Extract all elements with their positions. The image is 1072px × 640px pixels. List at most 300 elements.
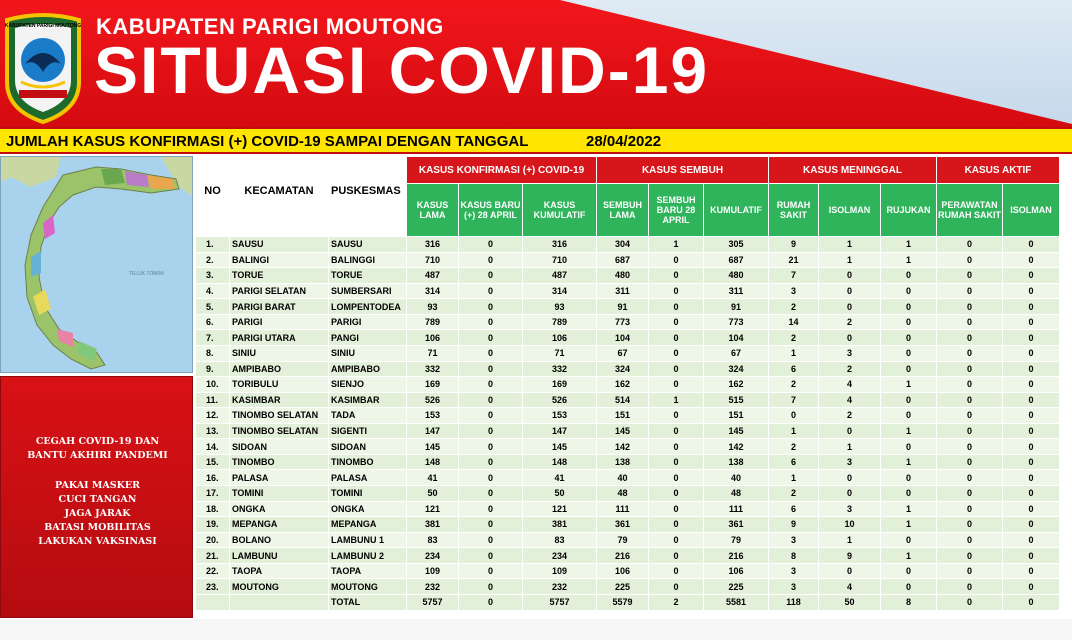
rumah-sakit-cell: 3 [769, 532, 819, 548]
sembuh-baru-cell: 0 [649, 517, 704, 533]
kecamatan-cell: PARIGI [230, 314, 329, 330]
puskesmas-cell: SUMBERSARI [329, 283, 407, 299]
sembuh-baru-cell: 0 [649, 579, 704, 595]
perawatan-cell: 0 [937, 486, 1003, 502]
kecamatan-cell: AMPIBABO [230, 361, 329, 377]
perawatan-cell: 0 [937, 330, 1003, 346]
table-row [196, 377, 1060, 393]
table-row [196, 563, 1060, 579]
kasus-lama-cell: 381 [407, 517, 459, 533]
isolman-cell: 4 [819, 579, 881, 595]
table-row [196, 470, 1060, 486]
rujukan-cell: 0 [881, 268, 937, 284]
puskesmas-cell: TOTAL [329, 594, 407, 610]
sembuh-baru-cell: 0 [649, 345, 704, 361]
map-illustration-icon [1, 157, 193, 373]
kasus-kumulatif-cell: 232 [523, 579, 597, 595]
kasus-baru-cell: 0 [459, 299, 523, 315]
group-header-sembuh: KASUS SEMBUH [597, 157, 769, 184]
isolman-cell: 3 [819, 345, 881, 361]
kasus-lama-cell: 487 [407, 268, 459, 284]
row-number: 6. [196, 314, 230, 330]
row-number: 8. [196, 345, 230, 361]
kasus-kumulatif-cell: 106 [523, 330, 597, 346]
rujukan-cell: 1 [881, 237, 937, 253]
aktif-isolman-cell: 0 [1003, 579, 1060, 595]
perawatan-cell: 0 [937, 454, 1003, 470]
aktif-isolman-cell: 0 [1003, 299, 1060, 315]
subheader-isolman: ISOLMAN [819, 184, 881, 237]
promo-line: JAGA JARAK [64, 508, 131, 519]
isolman-cell: 10 [819, 517, 881, 533]
table-row [196, 283, 1060, 299]
rujukan-cell: 0 [881, 439, 937, 455]
puskesmas-cell: SIDOAN [329, 439, 407, 455]
rumah-sakit-cell: 1 [769, 470, 819, 486]
perawatan-cell: 0 [937, 377, 1003, 393]
kasus-kumulatif-cell: 153 [523, 408, 597, 424]
aktif-isolman-cell: 0 [1003, 361, 1060, 377]
kasus-kumulatif-cell: 789 [523, 314, 597, 330]
rujukan-cell: 1 [881, 548, 937, 564]
subheader-kasus-baru: KASUS BARU (+) 28 APRIL [459, 184, 523, 237]
aktif-isolman-cell: 0 [1003, 548, 1060, 564]
rujukan-cell: 0 [881, 579, 937, 595]
rujukan-cell: 0 [881, 299, 937, 315]
sembuh-lama-cell: 216 [597, 548, 649, 564]
rujukan-cell: 1 [881, 517, 937, 533]
puskesmas-cell: TAOPA [329, 563, 407, 579]
perawatan-cell: 0 [937, 548, 1003, 564]
perawatan-cell: 0 [937, 252, 1003, 268]
row-number: 19. [196, 517, 230, 533]
perawatan-cell: 0 [937, 237, 1003, 253]
column-header-puskesmas: PUSKESMAS [329, 157, 407, 237]
rujukan-cell: 1 [881, 252, 937, 268]
subheader-kasus-lama: KASUS LAMA [407, 184, 459, 237]
subheader-kasus-kumulatif: KASUS KUMULATIF [523, 184, 597, 237]
kasus-lama-cell: 50 [407, 486, 459, 502]
aktif-isolman-cell: 0 [1003, 486, 1060, 502]
table-row [196, 532, 1060, 548]
sembuh-kumulatif-cell: 687 [704, 252, 769, 268]
rumah-sakit-cell: 3 [769, 563, 819, 579]
kecamatan-cell: TINOMBO SELATAN [230, 408, 329, 424]
kasus-kumulatif-cell: 381 [523, 517, 597, 533]
promo-line: LAKUKAN VAKSINASI [38, 536, 157, 547]
rujukan-cell: 0 [881, 361, 937, 377]
rumah-sakit-cell: 1 [769, 345, 819, 361]
table-row [196, 330, 1060, 346]
rujukan-cell: 0 [881, 532, 937, 548]
sembuh-kumulatif-cell: 773 [704, 314, 769, 330]
kecamatan-cell: TINOMBO SELATAN [230, 423, 329, 439]
kasus-kumulatif-cell: 145 [523, 439, 597, 455]
aktif-isolman-cell: 0 [1003, 563, 1060, 579]
aktif-isolman-cell: 0 [1003, 501, 1060, 517]
puskesmas-cell: LAMBUNU 2 [329, 548, 407, 564]
regency-emblem-icon [3, 12, 83, 124]
sembuh-baru-cell: 0 [649, 423, 704, 439]
isolman-cell: 1 [819, 237, 881, 253]
kecamatan-cell: ONGKA [230, 501, 329, 517]
sembuh-lama-cell: 361 [597, 517, 649, 533]
rujukan-cell: 1 [881, 501, 937, 517]
kecamatan-cell: PARIGI BARAT [230, 299, 329, 315]
isolman-cell: 50 [819, 594, 881, 610]
rumah-sakit-cell: 2 [769, 486, 819, 502]
rujukan-cell: 0 [881, 563, 937, 579]
kasus-kumulatif-cell: 487 [523, 268, 597, 284]
kasus-baru-cell: 0 [459, 501, 523, 517]
kasus-baru-cell: 0 [459, 454, 523, 470]
perawatan-cell: 0 [937, 563, 1003, 579]
row-number: 23. [196, 579, 230, 595]
puskesmas-cell: TOMINI [329, 486, 407, 502]
kasus-baru-cell: 0 [459, 532, 523, 548]
sembuh-baru-cell: 0 [649, 283, 704, 299]
subheader-perawatan: PERAWATAN RUMAH SAKIT [937, 184, 1003, 237]
isolman-cell: 0 [819, 299, 881, 315]
sembuh-kumulatif-cell: 79 [704, 532, 769, 548]
sembuh-kumulatif-cell: 305 [704, 237, 769, 253]
rumah-sakit-cell: 14 [769, 314, 819, 330]
sembuh-baru-cell: 0 [649, 377, 704, 393]
puskesmas-cell: TORUE [329, 268, 407, 284]
rujukan-cell: 0 [881, 283, 937, 299]
sembuh-lama-cell: 145 [597, 423, 649, 439]
svg-text:TELUK TOMINI: TELUK TOMINI [129, 271, 164, 277]
kasus-lama-cell: 83 [407, 532, 459, 548]
rujukan-cell: 0 [881, 470, 937, 486]
perawatan-cell: 0 [937, 314, 1003, 330]
puskesmas-cell: SINIU [329, 345, 407, 361]
kasus-kumulatif-cell: 121 [523, 501, 597, 517]
table-row [196, 486, 1060, 502]
puskesmas-cell: ONGKA [329, 501, 407, 517]
kasus-lama-cell: 106 [407, 330, 459, 346]
aktif-isolman-cell: 0 [1003, 392, 1060, 408]
kasus-lama-cell: 710 [407, 252, 459, 268]
rumah-sakit-cell: 2 [769, 330, 819, 346]
sembuh-lama-cell: 104 [597, 330, 649, 346]
row-number: 1. [196, 237, 230, 253]
promo-line: CEGAH COVID-19 DAN [35, 436, 160, 447]
row-number: 14. [196, 439, 230, 455]
kasus-kumulatif-cell: 5757 [523, 594, 597, 610]
kasus-lama-cell: 93 [407, 299, 459, 315]
kasus-lama-cell: 109 [407, 563, 459, 579]
sembuh-kumulatif-cell: 142 [704, 439, 769, 455]
sembuh-lama-cell: 106 [597, 563, 649, 579]
puskesmas-cell: LOMPENTODEA [329, 299, 407, 315]
kasus-lama-cell: 5757 [407, 594, 459, 610]
sembuh-baru-cell: 1 [649, 237, 704, 253]
kasus-baru-cell: 0 [459, 314, 523, 330]
puskesmas-cell: PANGI [329, 330, 407, 346]
kasus-kumulatif-cell: 41 [523, 470, 597, 486]
row-number: 17. [196, 486, 230, 502]
table-row [196, 579, 1060, 595]
kasus-kumulatif-cell: 316 [523, 237, 597, 253]
puskesmas-cell: AMPIBABO [329, 361, 407, 377]
isolman-cell: 2 [819, 314, 881, 330]
kasus-baru-cell: 0 [459, 361, 523, 377]
sembuh-kumulatif-cell: 91 [704, 299, 769, 315]
perawatan-cell: 0 [937, 532, 1003, 548]
row-number: 13. [196, 423, 230, 439]
kecamatan-cell: SINIU [230, 345, 329, 361]
rumah-sakit-cell: 2 [769, 299, 819, 315]
regency-map [0, 156, 193, 373]
row-number: 2. [196, 252, 230, 268]
puskesmas-cell: BALINGGI [329, 252, 407, 268]
sembuh-lama-cell: 40 [597, 470, 649, 486]
perawatan-cell: 0 [937, 501, 1003, 517]
row-number: 10. [196, 377, 230, 393]
sembuh-kumulatif-cell: 104 [704, 330, 769, 346]
sembuh-baru-cell: 0 [649, 501, 704, 517]
isolman-cell: 0 [819, 423, 881, 439]
puskesmas-cell: KASIMBAR [329, 392, 407, 408]
aktif-isolman-cell: 0 [1003, 237, 1060, 253]
puskesmas-cell: MEPANGA [329, 517, 407, 533]
promo-guidelines [1, 479, 194, 549]
kecamatan-cell: TORIBULU [230, 377, 329, 393]
row-number: 15. [196, 454, 230, 470]
isolman-cell: 9 [819, 548, 881, 564]
perawatan-cell: 0 [937, 392, 1003, 408]
table-row [196, 439, 1060, 455]
rumah-sakit-cell: 6 [769, 454, 819, 470]
sembuh-lama-cell: 162 [597, 377, 649, 393]
subheader-aktif-isolman: ISOLMAN [1003, 184, 1060, 237]
kasus-kumulatif-cell: 332 [523, 361, 597, 377]
table-row [196, 408, 1060, 424]
kecamatan-cell [230, 594, 329, 610]
aktif-isolman-cell: 0 [1003, 517, 1060, 533]
aktif-isolman-cell: 0 [1003, 268, 1060, 284]
kasus-lama-cell: 526 [407, 392, 459, 408]
aktif-isolman-cell: 0 [1003, 423, 1060, 439]
rujukan-cell: 0 [881, 392, 937, 408]
sembuh-baru-cell: 0 [649, 532, 704, 548]
rujukan-cell: 8 [881, 594, 937, 610]
rumah-sakit-cell: 2 [769, 377, 819, 393]
row-number: 9. [196, 361, 230, 377]
subheader-sembuh-baru: SEMBUH BARU 28 APRIL [649, 184, 704, 237]
regency-name: KABUPATEN PARIGI MOUTONG [96, 14, 444, 39]
kecamatan-cell: TINOMBO [230, 454, 329, 470]
sembuh-baru-cell: 1 [649, 392, 704, 408]
table-row [196, 517, 1060, 533]
isolman-cell: 3 [819, 501, 881, 517]
row-number: 22. [196, 563, 230, 579]
rumah-sakit-cell: 118 [769, 594, 819, 610]
isolman-cell: 0 [819, 283, 881, 299]
kasus-lama-cell: 232 [407, 579, 459, 595]
sembuh-kumulatif-cell: 111 [704, 501, 769, 517]
kasus-baru-cell: 0 [459, 330, 523, 346]
aktif-isolman-cell: 0 [1003, 330, 1060, 346]
sembuh-lama-cell: 324 [597, 361, 649, 377]
kecamatan-cell: SAUSU [230, 237, 329, 253]
kasus-baru-cell: 0 [459, 345, 523, 361]
kasus-baru-cell: 0 [459, 594, 523, 610]
isolman-cell: 1 [819, 532, 881, 548]
kasus-baru-cell: 0 [459, 283, 523, 299]
perawatan-cell: 0 [937, 299, 1003, 315]
row-number: 16. [196, 470, 230, 486]
table-row [196, 314, 1060, 330]
sembuh-kumulatif-cell: 324 [704, 361, 769, 377]
perawatan-cell: 0 [937, 423, 1003, 439]
promo-line: BANTU AKHIRI PANDEMI [27, 450, 168, 461]
aktif-isolman-cell: 0 [1003, 454, 1060, 470]
table-row [196, 361, 1060, 377]
sembuh-baru-cell: 0 [649, 299, 704, 315]
row-number: 12. [196, 408, 230, 424]
kecamatan-cell: TOMINI [230, 486, 329, 502]
sembuh-lama-cell: 225 [597, 579, 649, 595]
perawatan-cell: 0 [937, 283, 1003, 299]
table-body [196, 237, 1060, 611]
rujukan-cell: 0 [881, 330, 937, 346]
rumah-sakit-cell: 7 [769, 392, 819, 408]
promo-line: CUCI TANGAN [58, 494, 137, 505]
logo-text: KABUPATEN PARIGI MOUTONG [4, 23, 82, 29]
sembuh-kumulatif-cell: 48 [704, 486, 769, 502]
table-row [196, 268, 1060, 284]
sembuh-lama-cell: 687 [597, 252, 649, 268]
kasus-kumulatif-cell: 71 [523, 345, 597, 361]
kecamatan-cell: SIDOAN [230, 439, 329, 455]
sembuh-baru-cell: 0 [649, 486, 704, 502]
table-row [196, 392, 1060, 408]
rumah-sakit-cell: 9 [769, 237, 819, 253]
kasus-lama-cell: 234 [407, 548, 459, 564]
isolman-cell: 3 [819, 454, 881, 470]
row-number: 11. [196, 392, 230, 408]
kasus-kumulatif-cell: 526 [523, 392, 597, 408]
kasus-lama-cell: 41 [407, 470, 459, 486]
row-number [196, 594, 230, 610]
kasus-lama-cell: 153 [407, 408, 459, 424]
rumah-sakit-cell: 8 [769, 548, 819, 564]
sembuh-kumulatif-cell: 67 [704, 345, 769, 361]
isolman-cell: 0 [819, 470, 881, 486]
row-number: 3. [196, 268, 230, 284]
row-number: 21. [196, 548, 230, 564]
kecamatan-cell: MOUTONG [230, 579, 329, 595]
footer-strip [0, 619, 1072, 640]
rumah-sakit-cell: 1 [769, 423, 819, 439]
table-row [196, 423, 1060, 439]
sembuh-baru-cell: 2 [649, 594, 704, 610]
kasus-kumulatif-cell: 83 [523, 532, 597, 548]
kasus-baru-cell: 0 [459, 548, 523, 564]
aktif-isolman-cell: 0 [1003, 470, 1060, 486]
kasus-baru-cell: 0 [459, 579, 523, 595]
kasus-baru-cell: 0 [459, 486, 523, 502]
kasus-lama-cell: 148 [407, 454, 459, 470]
subheader-sembuh-lama: SEMBUH LAMA [597, 184, 649, 237]
kecamatan-cell: PARIGI UTARA [230, 330, 329, 346]
isolman-cell: 4 [819, 377, 881, 393]
subheader-rujukan: RUJUKAN [881, 184, 937, 237]
kasus-baru-cell: 0 [459, 470, 523, 486]
promo-headline [1, 435, 194, 463]
puskesmas-cell: SIGENTI [329, 423, 407, 439]
rujukan-cell: 0 [881, 314, 937, 330]
prevention-message-panel [0, 376, 193, 618]
isolman-cell: 0 [819, 486, 881, 502]
rujukan-cell: 1 [881, 377, 937, 393]
sembuh-kumulatif-cell: 106 [704, 563, 769, 579]
sembuh-baru-cell: 0 [649, 548, 704, 564]
page-title: SITUASI COVID-19 [94, 33, 710, 107]
sembuh-lama-cell: 514 [597, 392, 649, 408]
date-bar-label: JUMLAH KASUS KONFIRMASI (+) COVID-19 SAMPAI DENGAN TANGGAL [6, 133, 529, 150]
kecamatan-cell: MEPANGA [230, 517, 329, 533]
kasus-lama-cell: 147 [407, 423, 459, 439]
isolman-cell: 1 [819, 439, 881, 455]
table-row [196, 548, 1060, 564]
sembuh-lama-cell: 142 [597, 439, 649, 455]
subheader-rumah-sakit: RUMAH SAKIT [769, 184, 819, 237]
kasus-kumulatif-cell: 148 [523, 454, 597, 470]
sembuh-kumulatif-cell: 151 [704, 408, 769, 424]
rumah-sakit-cell: 21 [769, 252, 819, 268]
sembuh-kumulatif-cell: 138 [704, 454, 769, 470]
perawatan-cell: 0 [937, 517, 1003, 533]
aktif-isolman-cell: 0 [1003, 532, 1060, 548]
sembuh-baru-cell: 0 [649, 563, 704, 579]
sembuh-kumulatif-cell: 480 [704, 268, 769, 284]
kecamatan-cell: BALINGI [230, 252, 329, 268]
row-number: 7. [196, 330, 230, 346]
sembuh-lama-cell: 311 [597, 283, 649, 299]
rumah-sakit-cell: 6 [769, 361, 819, 377]
perawatan-cell: 0 [937, 361, 1003, 377]
kasus-baru-cell: 0 [459, 439, 523, 455]
sembuh-lama-cell: 151 [597, 408, 649, 424]
rumah-sakit-cell: 7 [769, 268, 819, 284]
puskesmas-cell: TADA [329, 408, 407, 424]
rumah-sakit-cell: 0 [769, 408, 819, 424]
isolman-cell: 2 [819, 361, 881, 377]
sembuh-baru-cell: 0 [649, 252, 704, 268]
header-banner [0, 0, 1072, 128]
rujukan-cell: 0 [881, 408, 937, 424]
sembuh-baru-cell: 0 [649, 454, 704, 470]
kasus-lama-cell: 169 [407, 377, 459, 393]
table-row [196, 454, 1060, 470]
perawatan-cell: 0 [937, 470, 1003, 486]
puskesmas-cell: MOUTONG [329, 579, 407, 595]
puskesmas-cell: TINOMBO [329, 454, 407, 470]
kecamatan-cell: PALASA [230, 470, 329, 486]
kasus-kumulatif-cell: 314 [523, 283, 597, 299]
kasus-baru-cell: 0 [459, 237, 523, 253]
kasus-kumulatif-cell: 93 [523, 299, 597, 315]
table-row [196, 345, 1060, 361]
rumah-sakit-cell: 3 [769, 283, 819, 299]
kecamatan-cell: TORUE [230, 268, 329, 284]
column-header-kecamatan: KECAMATAN [230, 157, 329, 237]
sembuh-lama-cell: 138 [597, 454, 649, 470]
row-number: 20. [196, 532, 230, 548]
